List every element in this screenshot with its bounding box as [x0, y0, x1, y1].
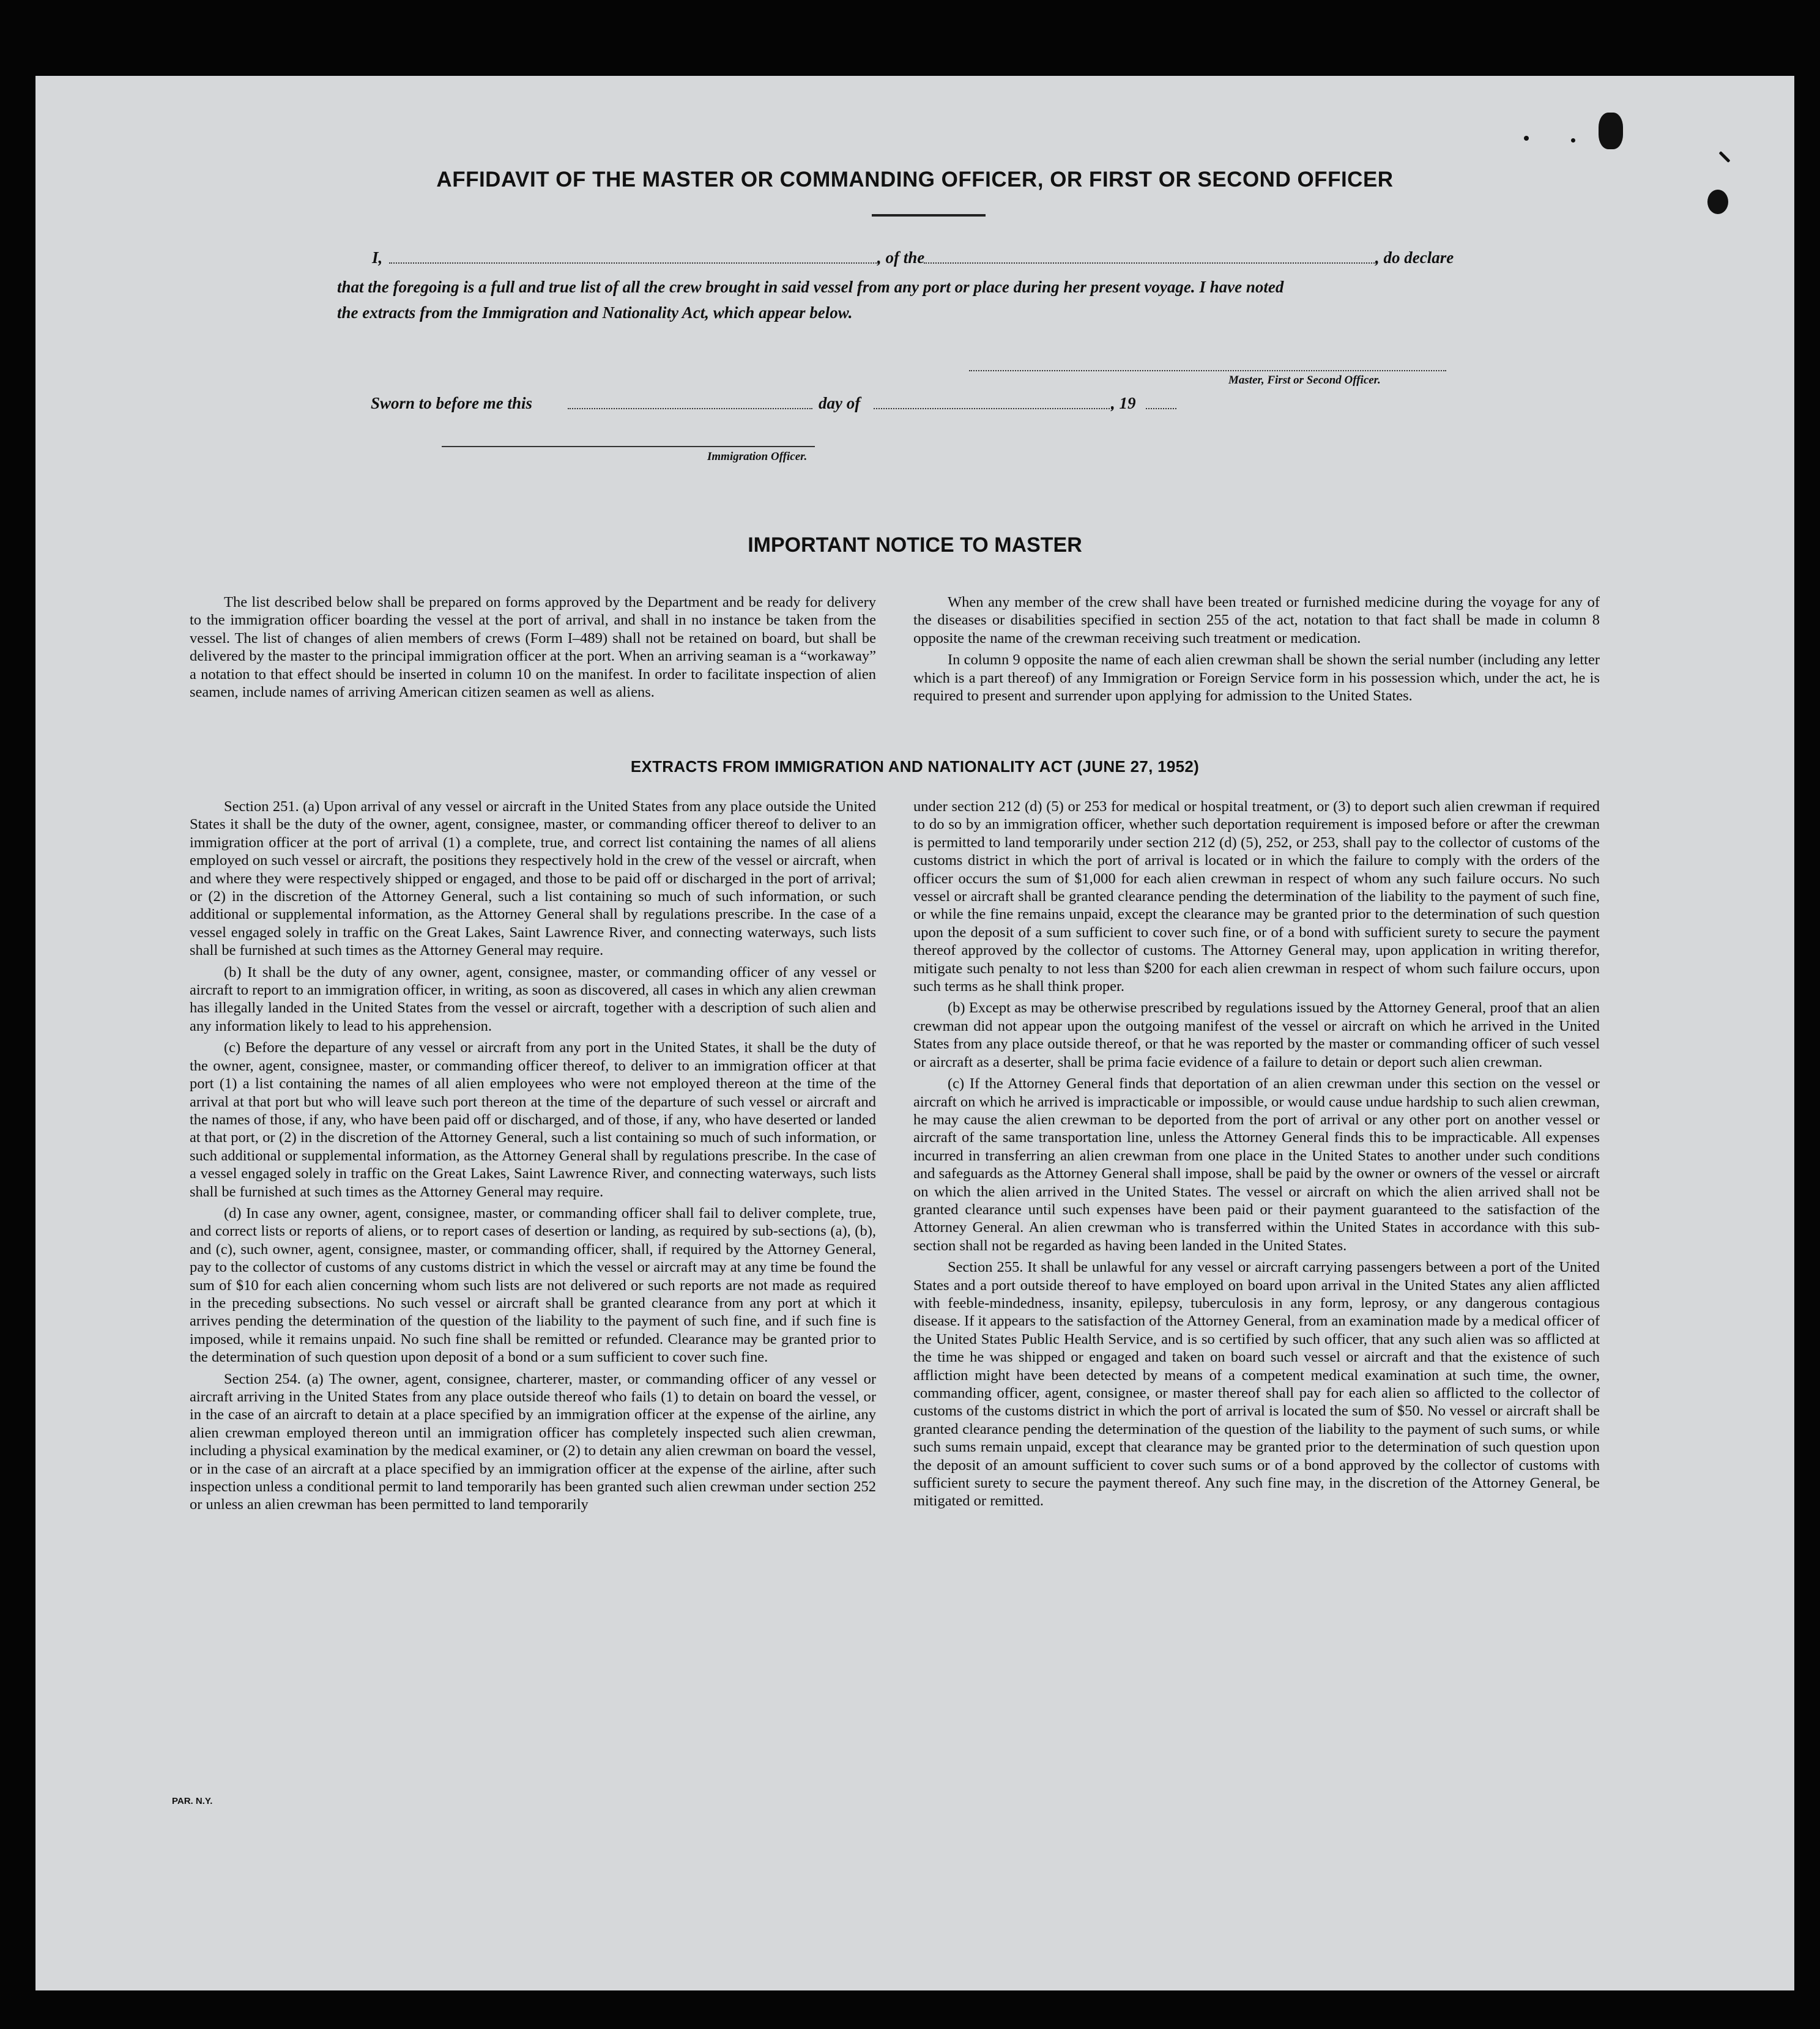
affidavit-title: AFFIDAVIT OF THE MASTER OR COMMANDING OFFICER, OR FIRST OR SECOND OFFICER [436, 168, 1394, 191]
master-signature-line[interactable] [969, 370, 1446, 371]
sworn-day-field[interactable] [568, 408, 812, 409]
section-254-c: (c) If the Attorney General finds that deportation of an alien crewman under this section on the vessel or aircraft on which he arrived is impracticable or impossible, or would cause undue hardship to such alien crewman, he may cause the alien crewman to be deported from the port of arrival or any other port on another vessel or aircraft of the same transportation line, unless the Attorney General finds this to be impracticable. All expenses incurred in transferring an alien crewman from one place in the United States to another under such conditions and safeguards as the Attorney General shall impose, shall be paid by the owner or owners of the vessel or aircraft on which the alien arrived in the United States. The vessel or aircraft on which the alien arrived shall not be granted clearance until such expenses have been paid or their payment guaranteed to the satisfaction of the Attorney General. An alien crewman who is transferred within the United States in accordance with this sub-section shall not be regarded as having been landed in the United States. [913, 1075, 1600, 1254]
section-251-a: Section 251. (a) Upon arrival of any vessel or aircraft in the United States from any place outside the United States it shall be the duty of the owner, agent, consignee, master, or commanding officer thereof to deliver to an immigration officer at the port of arrival (1) a complete, true, and correct list containing the names of all aliens employed on such vessel or aircraft, the positions they respectively hold in the crew of the vessel or aircraft, when and where they were respectively shipped or engaged, and those to be paid off or discharged in the port of arrival; or (2) in the discretion of the Attorney General, such a list containing so much of such information, or such additional or supplemental information, as the Attorney General shall by regulations prescribe. In the case of a vessel engaged solely in traffic on the Great Lakes, Saint Lawrence River, and connecting waterways, such lists shall be furnished at such times as the Attorney General may require. [190, 798, 876, 959]
extracts-right-column [913, 798, 1600, 1514]
notice-heading: IMPORTANT NOTICE TO MASTER [748, 533, 1082, 557]
ink-blot [1707, 190, 1728, 214]
section-254-b: (b) Except as may be otherwise prescribed by regulations issued by the Attorney General, proof that an alien crewman did not appear upon the outgoing manifest of the vessel or aircraft on which he arrived in the United States from any place outside thereof, or that he was reported by the master or commanding officer of such vessel or aircraft as a deserter, shall be prima facie evidence of a failure to detain or deport such alien crewman. [913, 1000, 1600, 1070]
master-name-field[interactable] [389, 262, 878, 264]
title-rule [872, 214, 986, 217]
section-251-d: (d) In case any owner, agent, consignee, master, or commanding officer shall fail to deliver complete, true, and correct lists or reports of aliens, or to report cases of desertion or landing, as required by sub-sections (a), (b), and (c), such owner, agent, consignee, master, or commanding officer, shall, if required by the Attorney General, pay to the collector of customs of any customs district in which the vessel or aircraft may at any time be found the sum of $10 for each alien concerning whom such lists are not delivered or such reports are not made as required in the preceding subsections. No such vessel or aircraft shall be granted clearance from any port at which it arrives pending the determination of the question of the liability to the payment of such fine, and if such fine is imposed, while it remains unpaid. No such fine shall be remitted or refunded. Clearance may be granted prior to the determination of such question upon deposit of a bond or a sum sufficient to cover such fine. [190, 1204, 876, 1366]
officer-signature-line[interactable] [442, 446, 815, 447]
section-254-a: Section 254. (a) The owner, agent, consignee, charterer, master, or commanding officer of any vessel or aircraft arriving in the United States from any place outside thereof who fails (1) to detain on board the vessel, or in the case of an aircraft to detain at a place specified by an immigration officer at the expense of the airline, any alien crewman employed thereon until an immigration officer has completely inspected such alien crewman, including a physical examination by the medical examiner, or (2) to detain any alien crewman on board the vessel, or in the case of an aircraft at a place specified by an immigration officer at the expense of the airline, after such inspection unless a conditional permit to land temporarily has been granted such alien crewman under section 252 or unless an alien crewman has been permitted to land temporarily [190, 1370, 876, 1513]
sworn-label: Sworn to before me this [371, 394, 533, 412]
sworn-month-field[interactable] [874, 408, 1112, 409]
master-signature-caption: Master, First or Second Officer. [1228, 374, 1381, 387]
affidavit-statement-continued: the extracts from the Immigration and Nationality Act, which appear below. [337, 303, 853, 322]
extracts-left-column [190, 798, 876, 1518]
affidavit-i: I, [372, 248, 383, 267]
section-255: Section 255. It shall be unlawful for any vessel or aircraft carrying passengers between a port of the United States and a port outside thereof to have employed on board upon arrival in the United States any alien afflicted with feeble-mindedness, insanity, epilepsy, tuberculosis in any form, leprosy, or any dangerous contagious disease. If it appears to the satisfaction of the Attorney General, from an examination made by a medical officer of the United States Public Health Service, and is so certified by such officer, that any such alien was so afflicted at the time he was shipped or engaged and taken on board such vessel or aircraft and that the existence of such affliction might have been detected by means of a competent medical examination at such time, the owner, commanding officer, agent, consignee, or master thereof shall pay for each alien so afflicted to the collector of customs of the customs district in which the port of arrival is located the sum of $50. No vessel or aircraft shall be granted clearance pending the determination of the question of the liability to the payment of such sums, or while such sums remain unpaid, except that clearance may be granted prior to the determination of such question upon the deposit of an amount sufficient to cover such sums or of a bond approved by the collector of customs with sufficient surety to secure the payment thereof. Any such fine may, in the discretion of the Attorney General, be mitigated or remitted. [913, 1259, 1600, 1510]
notice-right-column [913, 593, 1600, 708]
ink-blot [1571, 138, 1575, 143]
year-label: , 19 [1111, 394, 1136, 412]
extracts-heading: EXTRACTS FROM IMMIGRATION AND NATIONALITY ACT (JUNE 27, 1952) [630, 757, 1200, 776]
sworn-year-field[interactable] [1146, 408, 1176, 409]
form-page [35, 76, 1794, 1990]
officer-signature-caption: Immigration Officer. [707, 450, 808, 463]
section-251-c: (c) Before the departure of any vessel or aircraft from any port in the United States, it shall be the duty of the owner, agent, consignee, master, or commanding officer thereof, to deliver to an immigration officer at that port (1) a list containing the names of all alien employees who were not employed thereon at the time of the arrival at that port but who will leave such port thereon at the time of the departure of such vessel or aircraft and the names of those, if any, who have been paid off or discharged, and of those, if any, who have deserted or landed at that port, or (2) in the discretion of the Attorney General, such a list containing so much of such information, or such additional or supplemental information, as the Attorney General shall by regulations prescribe. In the case of a vessel engaged solely in traffic on the Great Lakes, Saint Lawrence River, and connecting waterways, such lists shall be furnished at such times as the Attorney General may require. [190, 1039, 876, 1200]
notice-paragraph: In column 9 opposite the name of each alien crewman shall be shown the serial number (including any letter which is a part thereof) of any Immigration or Foreign Service form in his possession which, under the act, he is required to present and surrender upon applying for admission to the United States. [913, 651, 1600, 705]
vessel-name-field[interactable] [924, 262, 1376, 264]
notice-paragraph: The list described below shall be prepared on forms approved by the Department and be ready for delivery to the immigration officer boarding the vessel at the port of arrival, and shall in no instance be taken from the vessel. The list of changes of alien members of crews (Form I–489) shall not be retained on board, but shall be delivered by the master to the principal immigration officer at the port. When an arriving seaman is a “workaway” a notation to that effect should be inserted in column 10 on the manifest. In order to facilitate inspection of alien seamen, include names of arriving American citizen seamen as well as aliens. [190, 594, 876, 701]
day-of-label: day of [819, 394, 861, 412]
ink-blot [1599, 113, 1623, 149]
section-251-b: (b) It shall be the duty of any owner, agent, consignee, master, or commanding officer of any vessel or aircraft to report to an immigration officer, in writing, as soon as discovered, all cases in which any alien crewman has illegally landed in the United States from the vessel or aircraft, together with a description of such alien and any information likely to lead to his apprehension. [190, 963, 876, 1034]
ink-blot [1524, 136, 1529, 141]
notice-left-column [190, 593, 876, 705]
affidavit-declare: , do declare [1375, 248, 1454, 267]
section-254-a-continued: under section 212 (d) (5) or 253 for medical or hospital treatment, or (3) to deport such alien crewman if required to do so by an immigration officer, whether such deportation requirement is imposed before or after the crewman is permitted to land temporarily under section 212 (d) (5), 252, or 253, shall pay to the collector of customs of the customs district in which the port of arrival is located or in which the failure to comply with the orders of the officer occurs the sum of $1,000 for each alien crewman in respect of whom any such failure occurs. No such vessel or aircraft shall be granted clearance pending the determination of the liability to the payment of such fine, or while the fine remains unpaid, except the clearance may be granted prior to the determination of such question upon the deposit of a sum sufficient to cover such fine, or of a bond with sufficient surety to secure the payment thereof approved by the collector of customs. The Attorney General may, upon application in writing therefor, mitigate such penalty to not less than $200 for each alien crewman in respect of whom such failure occurs, upon such terms as he shall think proper. [913, 798, 1600, 995]
affidavit-of-the: , of the [877, 248, 925, 267]
ink-blot [1718, 151, 1730, 163]
affidavit-statement: that the foregoing is a full and true list of all the crew brought in said vessel from any port or place during her present voyage. I have noted [337, 278, 1284, 296]
printer-mark: PAR. N.Y. [172, 1796, 213, 1806]
notice-paragraph: When any member of the crew shall have been treated or furnished medicine during the voyage for any of the diseases or disabilities specified in section 255 of the act, notation to that fact shall be made in column 8 opposite the name of the crewman receiving such treatment or medication. [913, 594, 1600, 647]
